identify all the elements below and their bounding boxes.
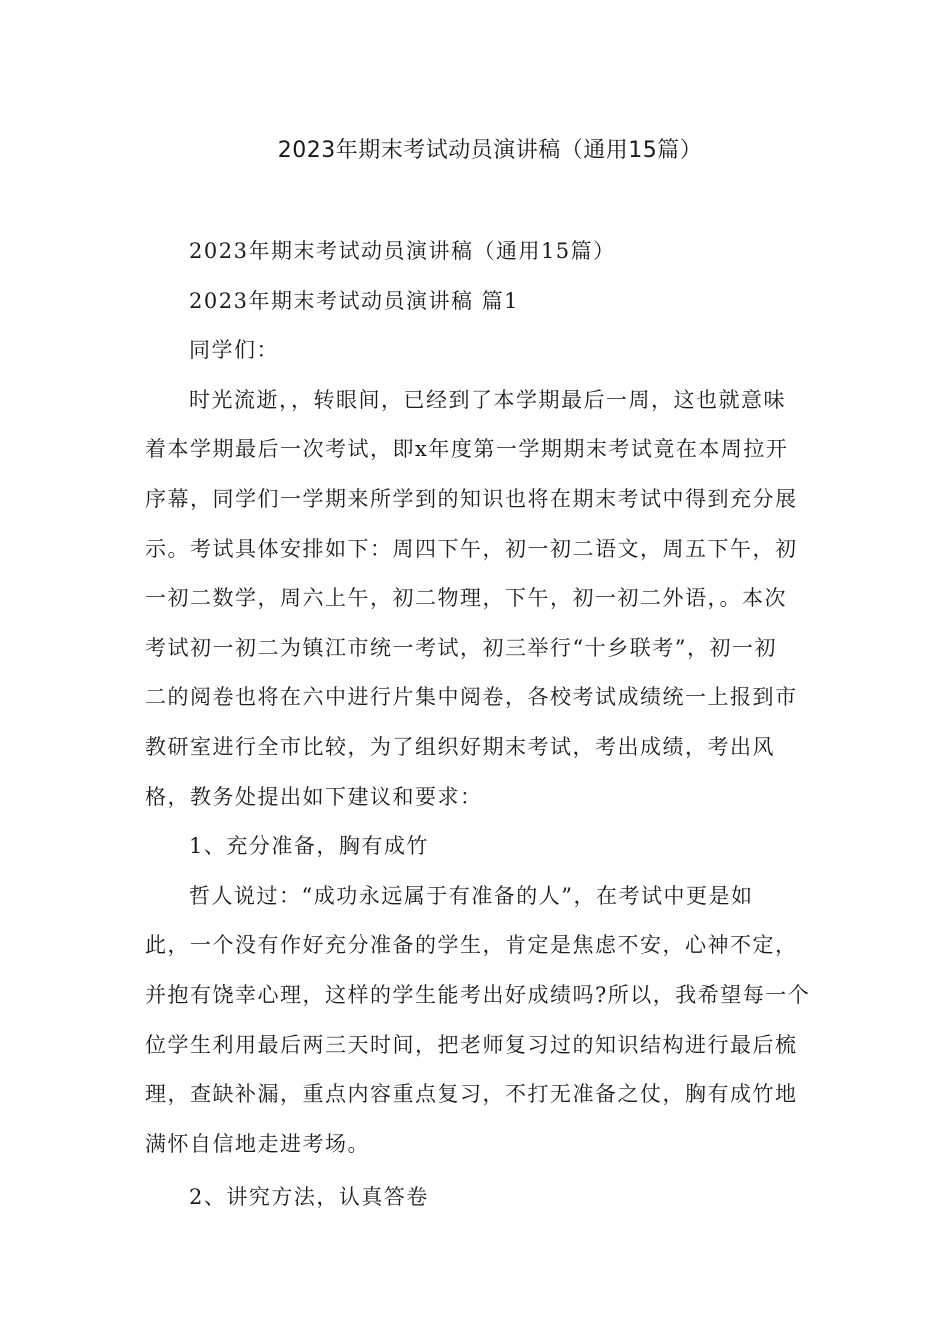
section-1-heading: 1、充分准备，胸有成竹 [189, 834, 429, 859]
paragraph-line: 时光流逝，，转眼间，已经到了本学期最后一周，这也就意味 [189, 387, 786, 412]
paragraph-line: 示。考试具体安排如下：周四下午，初一初二语文，周五下午，初 [145, 536, 798, 561]
section-2-heading: 2、讲究方法，认真答卷 [189, 1185, 429, 1210]
paragraph-line: 序幕，同学们一学期来所学到的知识也将在期末考试中得到充分展 [145, 486, 798, 511]
document-body [145, 227, 810, 1223]
paragraph-line: 一初二数学，周六上午，初二物理，下午，初一初二外语，。本次 [145, 586, 787, 611]
paragraph-line: 考试初一初二为镇江市统一考试，初三举行“十乡联考”，初一初 [145, 635, 777, 660]
paragraph-line: 并抱有饶幸心理，这样的学生能考出好成绩吗?所以，我希望每一个 [145, 982, 811, 1007]
salutation: 同学们： [189, 338, 279, 363]
article-heading: 2023年期末考试动员演讲稿 篇1 [189, 288, 519, 313]
paragraph-line: 着本学期最后一次考试，即x年度第一学期期末考试竟在本周拉开 [145, 437, 789, 462]
paragraph-2 [145, 872, 810, 1170]
paragraph-line: 教研室进行全市比较，为了组织好期末考试，考出成绩，考出风 [145, 734, 775, 759]
paragraph-1 [145, 376, 810, 822]
paragraph-line: 此，一个没有作好充分准备的学生，肯定是焦虑不安，心神不定， [145, 933, 798, 958]
paragraph-line: 位学生利用最后两三天时间，把老师复习过的知识结构进行最后梳 [145, 1032, 798, 1057]
paragraph-line: 二的阅卷也将在六中进行片集中阅卷，各校考试成绩统一上报到市 [145, 685, 798, 710]
paragraph-line: 格，教务处提出如下建议和要求： [145, 784, 483, 809]
paragraph-line: 哲人说过：“成功永远属于有准备的人”，在考试中更是如 [189, 883, 754, 908]
paragraph-line: 满怀自信地走进考场。 [145, 1131, 370, 1156]
heading-repeat: 2023年期末考试动员演讲稿（通用15篇） [189, 239, 616, 263]
paragraph-line: 理，查缺补漏，重点内容重点复习，不打无准备之仗，胸有成竹地 [145, 1082, 798, 1107]
document-title: 2023年期末考试动员演讲稿（通用15篇） [277, 138, 703, 163]
